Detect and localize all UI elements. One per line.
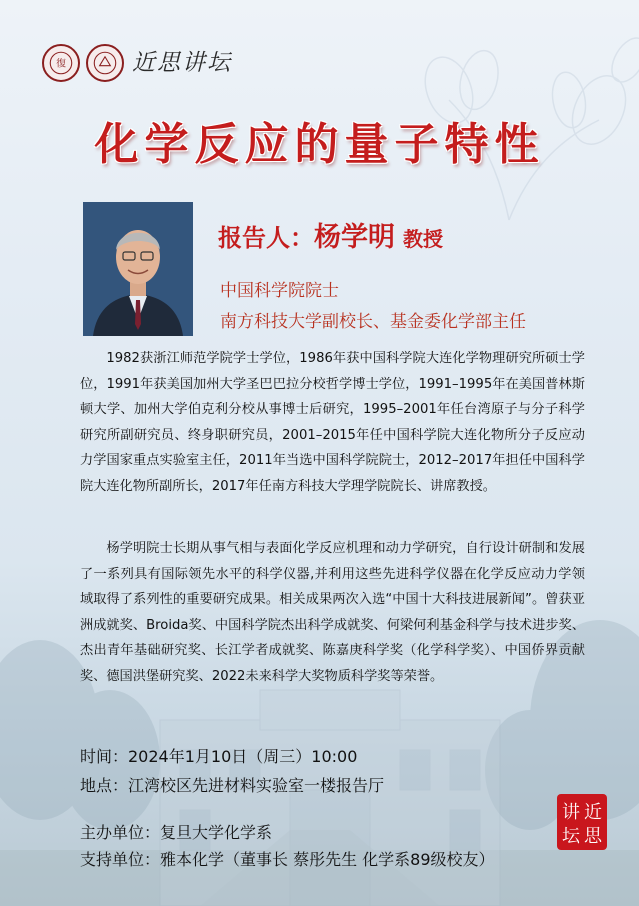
fudan-university-logo bbox=[42, 44, 80, 82]
svg-text:復: 復 bbox=[56, 58, 66, 70]
speaker-photo bbox=[83, 202, 193, 336]
event-support: 支持单位：雅本化学（董事长 蔡彤先生 化学系89级校友） bbox=[80, 850, 495, 869]
speaker-name: 杨学明 bbox=[314, 222, 395, 253]
svg-text:坛: 坛 bbox=[562, 826, 580, 847]
speaker-heading bbox=[218, 215, 443, 254]
event-host: 主办单位：复旦大学化学系 bbox=[80, 823, 273, 842]
speaker-bio-paragraph-2: 杨学明院士长期从事气相与表面化学反应机理和动力学研究，自行设计研制和发展了一系列具有国际领先水平的科学仪器,并利用这些先进科学仪器在化学反应动力学领域取得了系列性的重要研究成果。相关成果两次入选“中国十大科技进展新闻”。曾获亚洲成就奖、Broida奖、中国科学院杰出科学成就奖、何梁何利基金科学与技术进步奖、杰出青年基础研究奖、长江学者成就奖、陈嘉庚科学奖（化学科学奖）、中国侨界贡献奖、德国洪堡研究奖、2022未来科学大奖物质科学奖等荣誉。 bbox=[80, 541, 585, 684]
speaker-label: 报告人： bbox=[218, 224, 314, 252]
speaker-affiliation-1: 中国科学院院士 bbox=[220, 281, 339, 301]
event-place: 地点：江湾校区先进材料实验室一楼报告厅 bbox=[80, 776, 385, 795]
svg-text:讲: 讲 bbox=[562, 802, 580, 823]
speaker-affiliation-2: 南方科技大学副校长、基金委化学部主任 bbox=[220, 312, 526, 332]
svg-text:思: 思 bbox=[584, 826, 602, 847]
speaker-bio-paragraph-1: 1982获浙江师范学院学士学位，1986年获中国科学院大连化学物理研究所硕士学位，1991年获美国加州大学圣巴巴拉分校哲学博士学位，1991–1995年在美国普林斯顿大学、加州大学伯克利分校从事博士后研究，1995–2001年任台湾原子与分子科学研究所副研究员、终身职研究员，2001–2015年任中国科学院大连化物所分子反应动力学国家重点实验室主任，2011年当选中国科学院院士，2012–2017年担任中国科学院大连化物所副所长，2017年任南方科技大学理学院院长、讲席教授。 bbox=[80, 351, 585, 494]
lecture-seal-stamp bbox=[557, 794, 607, 850]
svg-text:近: 近 bbox=[584, 802, 602, 823]
lecture-title: 化学反应的量子特性 bbox=[94, 119, 545, 170]
fudan-chemistry-logo bbox=[86, 44, 124, 82]
event-time: 时间：2024年1月10日（周三）10:00 bbox=[80, 747, 358, 766]
lecture-series-brand: 近思讲坛 bbox=[132, 50, 232, 76]
speaker-title: 教授 bbox=[403, 227, 443, 251]
